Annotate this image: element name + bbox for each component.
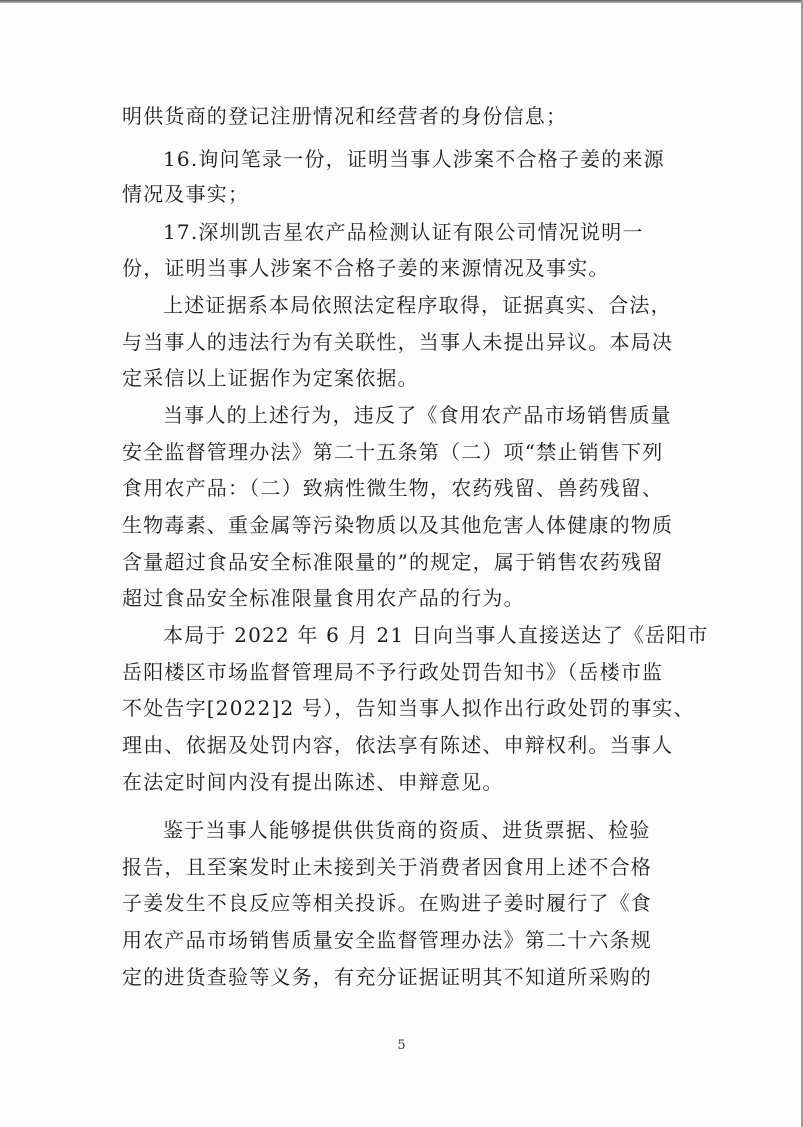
text-line: 用农产品市场销售质量安全监督管理办法》第二十六条规 bbox=[122, 928, 652, 952]
page-number: 5 bbox=[397, 1038, 406, 1053]
text-line: 上述证据系本局依照法定程序取得，证据真实、合法， bbox=[163, 293, 672, 317]
text-line: 超过食品安全标准限量食用农产品的行为。 bbox=[122, 586, 525, 610]
text-line: 定的进货查验等义务，有充分证据证明其不知道所采购的 bbox=[122, 965, 652, 989]
text-line: 与当事人的违法行为有关联性，当事人未提出异议。本局决 bbox=[122, 330, 674, 354]
text-line: 子姜发生不良反应等相关投诉。在购进子姜时履行了《食 bbox=[122, 891, 652, 915]
text-line: 当事人的上述行为，违反了《食用农产品市场销售质量 bbox=[163, 403, 672, 427]
text-line: 报告，且至案发时止未接到关于消费者因食用上述不合格 bbox=[122, 855, 652, 879]
text-line: 理由、依据及处罚内容，依法享有陈述、申辩权利。当事人 bbox=[122, 733, 674, 757]
text-line: 本局于 2022 年 6 月 21 日向当事人直接送达了《岳阳市 bbox=[163, 623, 709, 647]
text-line: 含量超过食品安全标准限量的”的规定，属于销售农药残留 bbox=[122, 550, 664, 574]
text-line: 生物毒素、重金属等污染物质以及其他危害人体健康的物质 bbox=[122, 513, 674, 537]
text-line: 情况及事实； bbox=[122, 182, 250, 206]
text-line: 不处告字[2022]2 号），告知当事人拟作出行政处罚的事实、 bbox=[122, 696, 695, 720]
text-line: 份，证明当事人涉案不合格子姜的来源情况及事实。 bbox=[122, 256, 610, 280]
text-line: 明供货商的登记注册情况和经营者的身份信息； bbox=[122, 104, 568, 128]
text-line: 食用农产品：（二）致病性微生物，农药残留、兽药残留、 bbox=[122, 476, 664, 500]
text-line: 鉴于当事人能够提供供货商的资质、进货票据、检验 bbox=[163, 818, 651, 842]
text-line: 16.询问笔录一份，证明当事人涉案不合格子姜的来源 bbox=[163, 147, 665, 171]
text-line: 在法定时间内没有提出陈述、申辩意见。 bbox=[122, 770, 504, 794]
scan-edge-top bbox=[0, 0, 803, 3]
text-line: 17.深圳凯吉星农产品检测认证有限公司情况说明一 bbox=[163, 220, 644, 244]
text-line: 岳阳楼区市场监督管理局不予行政处罚告知书》（岳楼市监 bbox=[122, 660, 664, 684]
text-line: 定采信以上证据作为定案依据。 bbox=[122, 366, 419, 390]
text-line: 安全监督管理办法》第二十五条第（二）项“禁止销售下列 bbox=[122, 440, 664, 464]
